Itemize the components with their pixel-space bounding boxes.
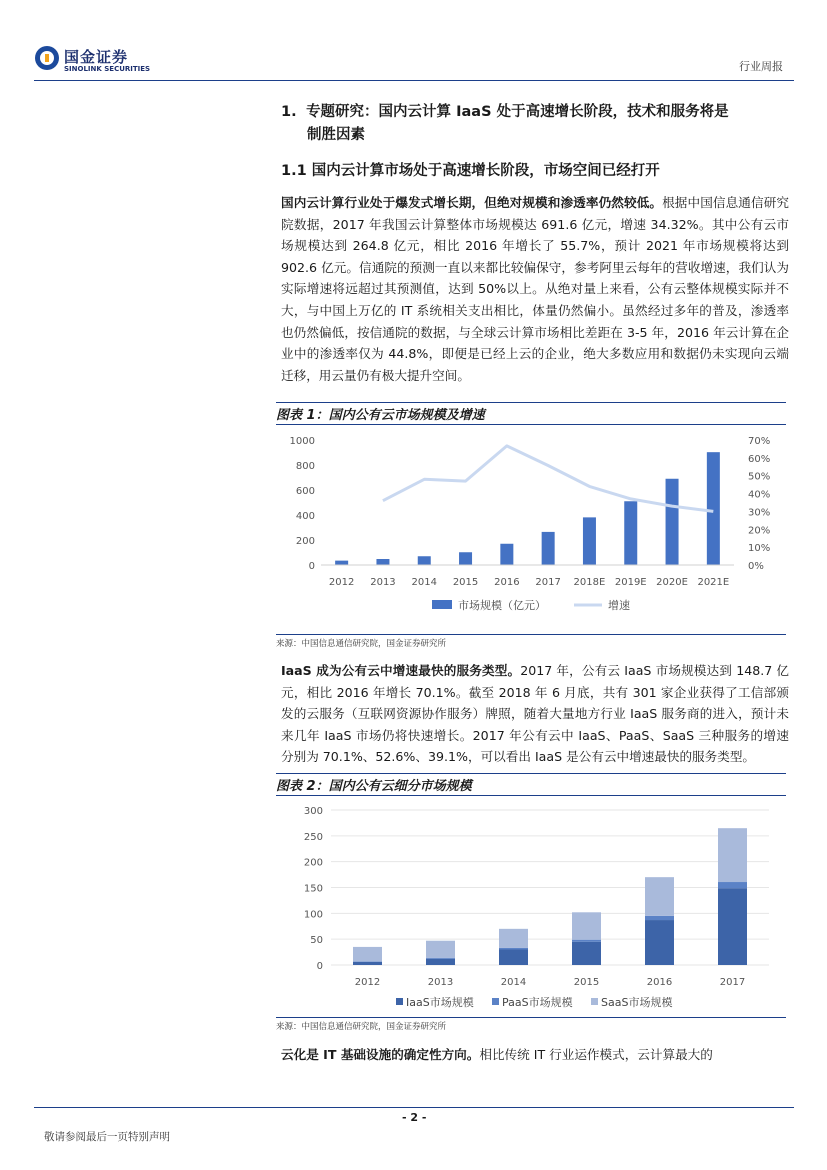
paragraph-2 [281,660,789,768]
y2-tick-label: 60% [748,453,771,465]
bar-market-size [666,479,679,565]
x-tick-label: 2017 [719,977,746,988]
bar-saas [499,929,528,948]
bar-market-size [335,561,348,565]
paragraph-1 [281,192,789,386]
x-tick-label: 2017 [535,577,561,588]
figure-2-source: 来源：中国信息通信研究院，国金证券研究所 [276,1022,447,1032]
legend-swatch [492,998,499,1005]
paragraph-3-lead: 云化是 IT 基础设施的确定性方向。 [281,1047,480,1062]
bar-market-size [500,544,513,565]
paragraph-1-lead: 国内云计算行业处于爆发式增长期，但绝对规模和渗透率仍然较低。 [281,195,663,210]
y-tick-label: 150 [303,883,323,895]
chart-public-cloud-market [276,426,786,632]
y-tick-label: 50 [310,935,323,947]
disclaimer-note: 敬请参阅最后一页特别声明 [44,1131,170,1143]
y-tick-label: 0 [316,961,323,972]
legend-label: SaaS市场规模 [601,996,673,1009]
bar-iaas [353,962,382,965]
y-tick-label: 200 [303,857,323,869]
bar-saas [426,941,455,958]
figure-2-title-rule [276,795,786,796]
figure-1-title: 图表 1：国内公有云市场规模及增速 [276,408,485,423]
page-number: - 2 - [402,1111,427,1124]
section-title-line1: 专题研究：国内云计算 IaaS 处于高速增长阶段，技术和服务将是 [306,104,729,120]
paragraph-2-body: 2017 年，公有云 IaaS 市场规模达到 148.7 亿元，相比 2016 年增长 70.1%。截至 2018 年 6 月底，共有 301 家企业获得了工信部颁发的云服务（互联网资源协作服务）牌照，随着大量地方行业 IaaS 服务商的进入，预计未来几年 IaaS 市场仍将快速增长。2017 年公有云中 IaaS、PaaS、SaaS 三种服务的增速分别为 70.1%、52.6%、39.1%，可以看出 IaaS 是公有云中增速最快的服务类型。 [281,663,789,765]
y-tick-label: 600 [295,486,315,497]
x-tick-label: 2015 [573,977,600,988]
y2-tick-label: 20% [748,525,771,537]
figure-1-source: 来源：中国信息通信研究院，国金证券研究所 [276,639,447,649]
x-tick-label: 2016 [646,977,673,988]
x-tick-label: 2012 [328,577,355,588]
y-tick-label: 1000 [289,436,315,447]
x-tick-label: 2019E [614,577,647,588]
y-tick-label: 200 [295,536,315,547]
legend-label-growth: 增速 [608,599,630,612]
legend-label-market-size: 市场规模（亿元） [458,599,546,612]
x-tick-label: 2014 [500,977,527,988]
paragraph-3 [281,1044,789,1066]
y2-tick-label: 40% [748,489,771,501]
figure-1-bottom-rule [276,634,786,635]
y2-tick-label: 10% [748,543,771,555]
bar-saas [718,828,747,882]
y2-tick-label: 70% [748,436,771,447]
bar-paas [353,961,382,962]
figure-1-top-rule [276,402,786,403]
figure-2-bottom-rule [276,1017,786,1018]
y2-tick-label: 50% [748,471,771,483]
section-number: 1. [281,104,297,120]
report-type: 行业周报 [739,60,783,73]
legend-swatch [396,998,403,1005]
bar-paas [718,882,747,888]
chart-public-cloud-segments [276,797,786,1015]
x-tick-label: 2021E [697,577,730,588]
x-tick-label: 2013 [370,577,396,588]
bar-market-size [583,517,596,565]
x-tick-label: 2015 [452,577,479,588]
x-tick-label: 2020E [656,577,688,588]
bar-market-size [542,532,555,565]
footer-divider [34,1107,794,1108]
y-tick-label: 250 [303,831,323,843]
x-tick-label: 2012 [354,977,381,988]
section-title-line2: 制胜因素 [307,127,365,143]
company-logo [34,45,151,75]
figure-1-title-rule [276,424,786,425]
bar-iaas [426,959,455,965]
section-heading-1 [281,101,791,147]
bar-market-size [459,552,472,565]
paragraph-3-body: 相比传统 IT 行业运作模式，云计算最大的 [479,1047,713,1062]
legend-label: IaaS市场规模 [406,996,474,1009]
bar-paas [499,948,528,950]
logo-chinese: 国金证券 [64,48,129,66]
figure-2-top-rule [276,773,786,774]
section-heading-1-1: 1.1 国内云计算市场处于高速增长阶段，市场空间已经打开 [281,163,660,179]
y-tick-label: 400 [295,511,315,522]
bar-market-size [624,501,637,565]
x-tick-label: 2016 [494,577,520,588]
bar-saas [572,912,601,939]
figure-2-title: 图表 2：国内公有云细分市场规模 [276,779,472,794]
bar-iaas [499,950,528,966]
header-divider [34,80,794,81]
page-header [0,0,827,80]
bar-market-size [707,452,720,565]
y-tick-label: 0 [308,561,315,572]
bar-paas [426,958,455,959]
x-tick-label: 2018E [573,577,606,588]
legend-swatch-market-size [432,600,452,609]
y-tick-label: 100 [303,909,323,921]
x-tick-label: 2014 [411,577,437,588]
bar-market-size [376,559,389,565]
legend-label: PaaS市场规模 [502,996,573,1009]
bar-saas [353,947,382,961]
paragraph-1-body: 根据中国信息通信研究院数据，2017 年我国云计算整体市场规模达 691.6 亿元，增速 34.32%。其中公有云市场规模达到 264.8 亿元，相比 2016 年增长了 55.7%，预计 2021 年市场规模将达到 902.6 亿元。信通院的预测一直以来都比较偏保守，参考阿里云每年的营收增速，我们认为实际增速将远超过其预测值，达到 50%以上。从绝对量上来看，公有云整体规模实际并不大，与中国上万亿的 IT 系统相关支出相比，体量仍然偏小。虽然经过多年的普及，渗透率也仍然偏低，按信通院的数据，与全球云计算市场相比差距在 3-5 年，2016 年云计算在企业中的渗透率仅为 44.8%，即便是已经上云的企业，绝大多数应用和数据仍未实现向云端迁移，用云量仍有极大提升空间。 [281,195,790,383]
line-growth-rate [383,446,713,512]
y-tick-label: 800 [295,461,315,472]
bar-paas [572,940,601,942]
paragraph-2-lead: IaaS 成为公有云中增速最快的服务类型。 [281,663,521,678]
bar-iaas [572,942,601,965]
bar-paas [645,916,674,920]
bar-market-size [418,556,431,565]
logo-english: SINOLINK SECURITIES [64,65,151,73]
y-tick-label: 300 [303,806,323,817]
bar-iaas [645,920,674,965]
bar-saas [645,877,674,916]
y2-tick-label: 0% [748,561,764,572]
x-tick-label: 2013 [427,977,454,988]
legend-swatch [591,998,598,1005]
bar-iaas [718,888,747,965]
logo-mark-icon [34,45,60,71]
y2-tick-label: 30% [748,507,771,519]
